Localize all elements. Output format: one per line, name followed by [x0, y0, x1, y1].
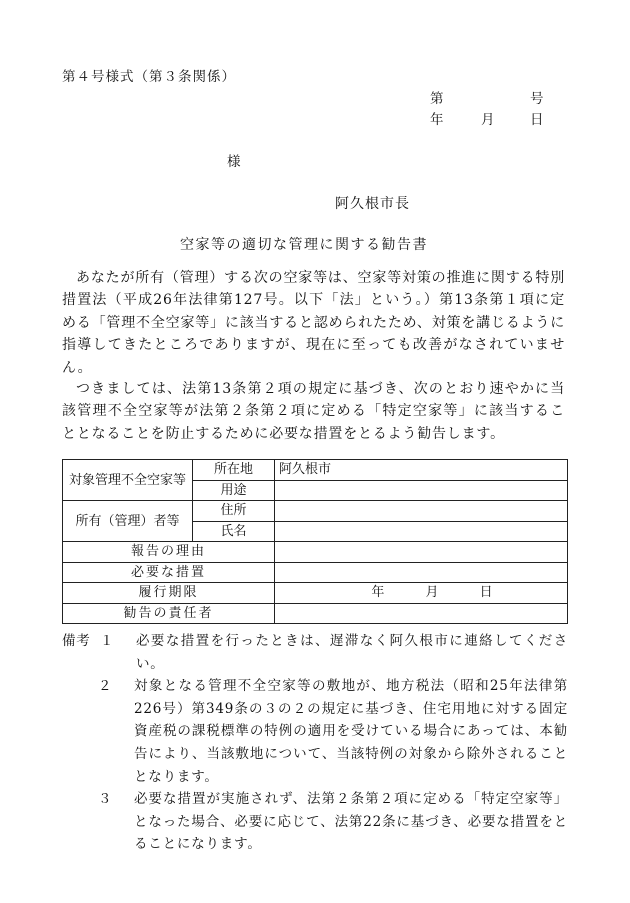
- date-month-label: 月: [481, 112, 495, 128]
- recipient-honorific: 様: [227, 154, 241, 170]
- remark-2-number: ２: [98, 678, 113, 695]
- form-number-title: 第４号様式（第３条関係）: [62, 69, 236, 85]
- remark-3-number: ３: [98, 791, 113, 808]
- remark-2: [62, 675, 568, 788]
- remark-2-text: 対象となる管理不全空家等の敷地が、地方税法（昭和25年法律第226号）第349条の３の２の規定に基づき、住宅用地に対する固定資産税の課税標準の特例の適用を受けている場合にあっては、本勧告により、当該敷地について、当該特例の対象から除外されることとなります。: [134, 678, 568, 785]
- responsible-person-value: [275, 603, 568, 624]
- report-reason-value: [275, 542, 568, 563]
- deadline-day: 日: [479, 585, 493, 601]
- deadline-label: 履行期限: [63, 583, 275, 604]
- use-value: [275, 480, 568, 501]
- date-year-label: 年: [430, 112, 444, 128]
- sender-name: 阿久根市長: [335, 196, 410, 212]
- name-label: 氏名: [193, 521, 275, 542]
- remark-3-text: 必要な措置が実施されず、法第２条第２項に定める「特定空家等」となった場合、必要に応じて、法第22条に基づき、必要な措置をとることになります。: [134, 791, 568, 853]
- remark-3: [62, 788, 568, 856]
- date-day-label: 日: [530, 112, 544, 128]
- address-value: [275, 501, 568, 522]
- name-value: [275, 521, 568, 542]
- deadline-year: 年: [371, 585, 385, 601]
- property-label: 対象管理不全空家等: [68, 472, 186, 488]
- remark-1-number: １: [100, 633, 115, 649]
- recommendation-details-table: [62, 459, 568, 624]
- owner-label: 所有（管理）者等: [63, 501, 193, 542]
- document-title: 空家等の適切な管理に関する勧告書: [180, 237, 428, 253]
- deadline-month: 月: [425, 585, 439, 601]
- doc-number-suffix: 号: [530, 91, 544, 107]
- address-label: 住所: [193, 501, 275, 522]
- remarks-label: 備考: [62, 633, 91, 649]
- use-label: 用途: [193, 480, 275, 501]
- deadline-value: [275, 583, 568, 604]
- doc-number-prefix: 第: [430, 91, 444, 107]
- body-paragraph-1: あなたが所有（管理）する次の空家等は、空家等対策の推進に関する特別措置法（平成26年法律第127号。以下「法」という。）第13条第１項に定める「管理不全空家等」に該当すると認められたため、対策を講じるように指導してきたところでありますが、現在に至っても改善がなされていません。: [62, 270, 565, 376]
- responsible-person-label: 勧告の責任者: [63, 603, 275, 624]
- body-paragraph-2: つきましては、法第13条第２項の規定に基づき、次のとおり速やかに当該管理不全空家等が法第２条第２項に定める「特定空家等」に該当することとなることを防止するために必要な措置をとるよう勧告します。: [62, 381, 565, 442]
- remark-1-text: 必要な措置を行ったときは、遅滞なく阿久根市に連絡してください。: [136, 633, 568, 672]
- remark-1: [62, 630, 568, 675]
- necessary-measures-label: 必要な措置: [63, 562, 275, 583]
- remarks-section: [62, 630, 568, 856]
- location-label: 所在地: [193, 460, 275, 481]
- location-value: 阿久根市: [275, 460, 568, 481]
- necessary-measures-value: [275, 562, 568, 583]
- report-reason-label: 報告の理由: [63, 542, 275, 563]
- property-label-cell: [63, 460, 193, 501]
